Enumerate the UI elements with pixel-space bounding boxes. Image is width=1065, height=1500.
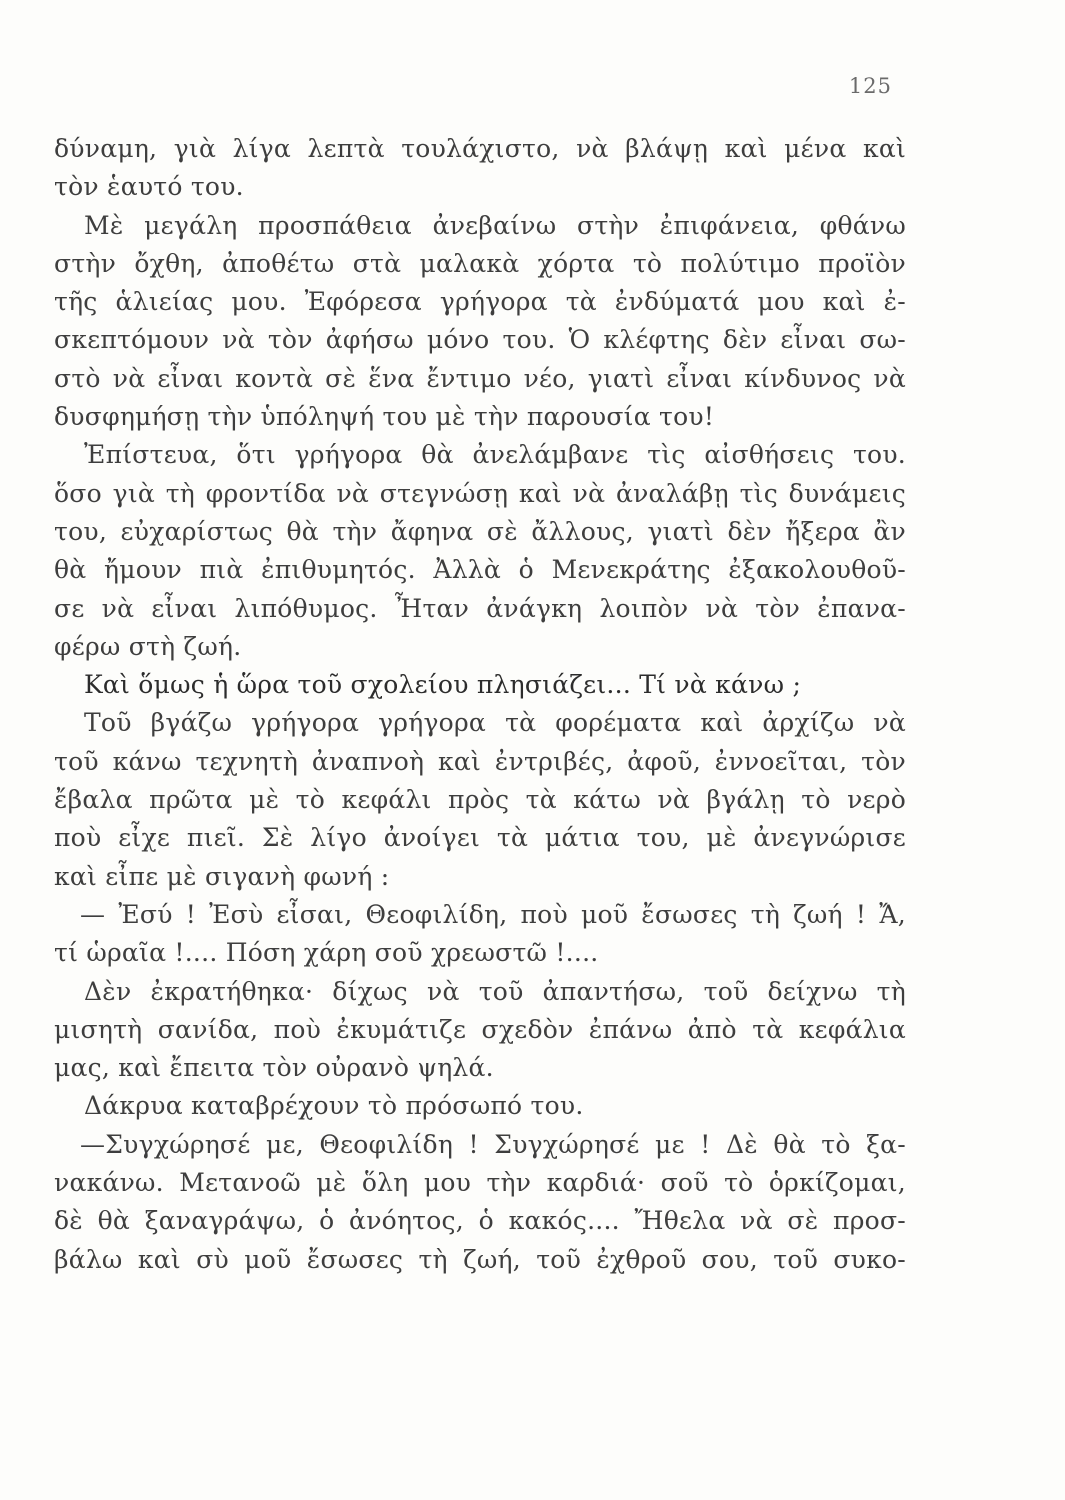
text-line: τί ὡραῖα !.... Πόση χάρη σοῦ χρεωστῶ !....	[54, 938, 599, 968]
text-line: Τοῦ βγάζω γρήγορα γρήγορα τὰ φορέματα καὶ ἀρχίζω νὰ	[84, 708, 906, 738]
text-line: ἔβαλα πρῶτα μὲ τὸ κεφάλι πρὸς τὰ κάτω νὰ βγάλῃ τὸ νερὸ	[54, 785, 906, 815]
text-line: τὸν ἑαυτό του.	[54, 172, 244, 202]
text-line: δύναμη, γιὰ λίγα λεπτὰ τουλάχιστο, νὰ βλάψῃ καὶ μένα καὶ	[54, 134, 906, 163]
body-text	[54, 130, 906, 1279]
text-line: ποὺ εἶχε πιεῖ. Σὲ λίγο ἀνοίγει τὰ μάτια του, μὲ ἀνεγνώρισε	[54, 823, 906, 853]
text-line: στὸ νὰ εἶναι κοντὰ σὲ ἕνα ἔντιμο νέο, γιατὶ εἶναι κίνδυνος νὰ	[54, 363, 906, 393]
text-line: — Ἐσύ ! Ἐσὺ εἶσαι, Θεοφιλίδη, ποὺ μοῦ ἔσωσες τὴ ζωή ! Ἄ,	[80, 899, 906, 929]
text-line: δυσφημήσῃ τὴν ὑπόληψή του μὲ τὴν παρουσία του!	[54, 402, 715, 432]
text-line: τῆς ἁλιείας μου. Ἐφόρεσα γρήγορα τὰ ἐνδύματά μου καὶ ἐ-	[54, 287, 906, 317]
text-line: στὴν ὄχθη, ἀποθέτω στὰ μαλακὰ χόρτα τὸ πολύτιμο προϊὸν	[54, 248, 906, 278]
text-line: καὶ εἶπε μὲ σιγανὴ φωνή :	[54, 861, 390, 891]
text-line: φέρω στὴ ζωή.	[54, 631, 242, 661]
text-line: ὅσο γιὰ τὴ φροντίδα νὰ στεγνώσῃ καὶ νὰ ἀναλάβῃ τὶς δυνάμεις	[54, 478, 906, 508]
text-line: βάλω καὶ σὺ μοῦ ἔσωσες τὴ ζωή, τοῦ ἐχθροῦ σου, τοῦ συκο-	[54, 1244, 906, 1274]
text-line: —Συγχώρησέ με, Θεοφιλίδη ! Συγχώρησέ με ! Δὲ θὰ τὸ ξα-	[80, 1129, 906, 1159]
text-line: θὰ ἤμουν πιὰ ἐπιθυμητός. Ἀλλὰ ὁ Μενεκράτης ἐξακολουθοῦ-	[54, 555, 906, 585]
text-line: μας, καὶ ἔπειτα τὸν οὐρανὸ ψηλά.	[54, 1053, 494, 1083]
text-line: δὲ θὰ ξαναγράψω, ὁ ἀνόητος, ὁ κακός.... Ἤθελα νὰ σὲ προσ-	[54, 1206, 906, 1236]
text-line: σε νὰ εἶναι λιπόθυμος. Ἦταν ἀνάγκη λοιπὸν νὰ τὸν ἐπανα-	[54, 593, 906, 623]
text-line: Δάκρυα καταβρέχουν τὸ πρόσωπό του.	[84, 1091, 584, 1121]
text-line: νακάνω. Μετανοῶ μὲ ὅλη μου τὴν καρδιά· σοῦ τὸ ὁρκίζομαι,	[54, 1168, 906, 1198]
text-line: τοῦ κάνω τεχνητὴ ἀναπνοὴ καὶ ἐντριβές, ἀφοῦ, ἐννοεῖται, τὸν	[54, 746, 906, 776]
text-line: σκεπτόμουν νὰ τὸν ἀφήσω μόνο του. Ὁ κλέφτης δὲν εἶναι σω-	[54, 325, 906, 355]
text-line: Ἐπίστευα, ὅτι γρήγορα θὰ ἀνελάμβανε τὶς αἰσθήσεις του.	[84, 440, 906, 470]
text-line: Μὲ μεγάλη προσπάθεια ἀνεβαίνω στὴν ἐπιφάνεια, φθάνω	[84, 210, 906, 240]
page-number: 125	[848, 74, 892, 98]
text-line: μισητὴ σανίδα, ποὺ ἐκυμάτιζε σχεδὸν ἐπάνω ἀπὸ τὰ κεφάλια	[54, 1014, 906, 1044]
text-line: του, εὐχαρίστως θὰ τὴν ἄφηνα σὲ ἄλλους, γιατὶ δὲν ἤξερα ἂν	[54, 516, 906, 546]
text-line: Δὲν ἐκρατήθηκα· δίχως νὰ τοῦ ἀπαντήσω, τοῦ δείχνω τὴ	[84, 976, 906, 1006]
text-line: Καὶ ὅμως ἡ ὥρα τοῦ σχολείου πλησιάζει... Τί νὰ κάνω ;	[84, 670, 802, 700]
